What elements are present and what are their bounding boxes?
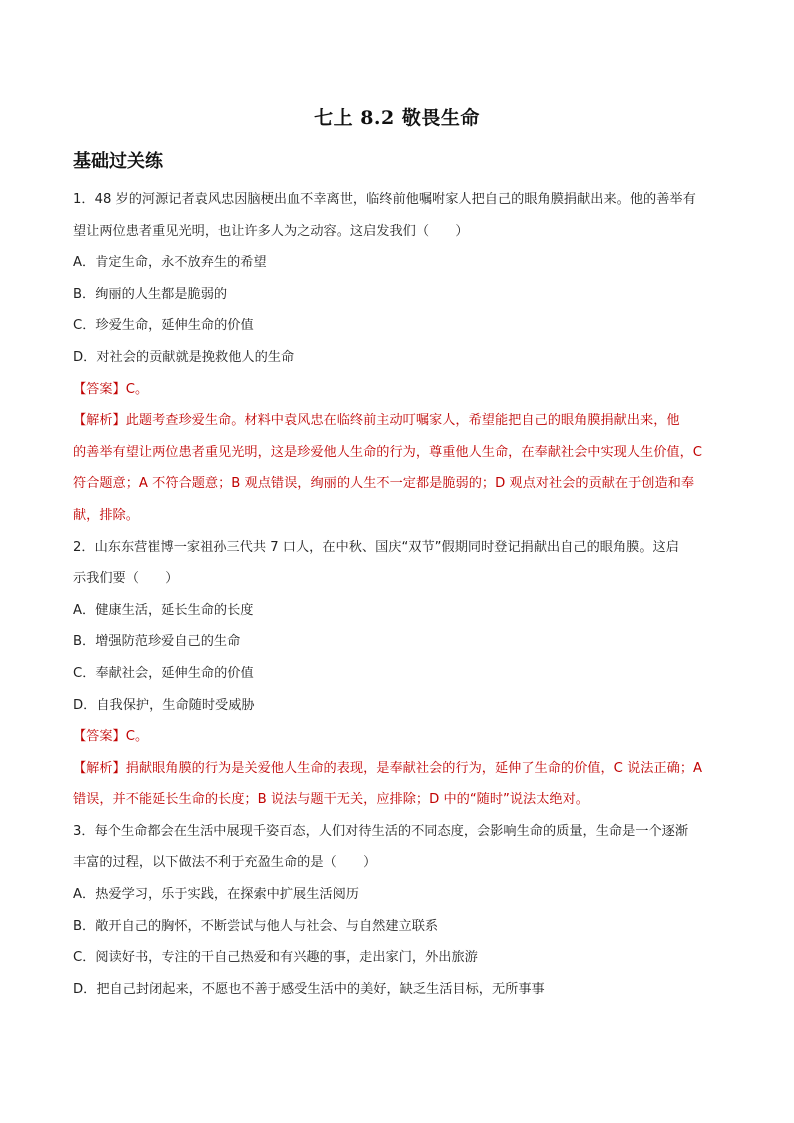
option-a: A．肯定生命，永不放弃生的希望 [73,255,267,271]
analysis-line [73,405,745,437]
question-stem-line: 示我们要（ ） [73,571,179,587]
option-c: C．阅读好书，专注的干自己热爱和有兴趣的事，走出家门，外出旅游 [73,950,478,966]
option-c: C．珍爱生命，延伸生命的价值 [73,318,254,334]
option-d: D．自我保护，生命随时受威胁 [73,697,255,713]
answer-line [73,374,745,406]
option-a: A．热爱学习，乐于实践，在探索中扩展生活阅历 [73,887,359,903]
option-a: A．健康生活，延长生命的长度 [73,602,254,618]
question-3 [73,816,745,1006]
page-title: 七上 8.2 敬畏生命 [314,107,480,129]
option-d: D．把自己封闭起来，不愿也不善于感受生活中的美好，缺乏生活目标，无所事事 [73,981,545,997]
option-b: B．敞开自己的胸怀，不断尝试与他人与社会、与自然建立联系 [73,918,439,934]
question-stem-line: 丰富的过程，以下做法不利于充盈生命的是（ ） [73,855,377,871]
section-heading: 基础过关练 [73,151,163,172]
answer-label: 【答案】 [73,729,126,745]
analysis-text: 献，排除。 [73,507,139,523]
answer-value: C。 [125,729,149,745]
option-d: D．对社会的贡献就是挽救他人的生命 [73,349,295,365]
analysis-text: 的善举有望让两位患者重见光明，这是珍爱他人生命的行为，尊重他人生命，在奉献社会中实现人生价值，C [73,444,703,460]
analysis-text: 此题考查珍爱生命。材料中袁风忠在临终前主动叮嘱家人，希望能把自己的眼角膜捐献出来，他 [125,413,680,429]
answer-label: 【答案】 [73,381,126,397]
answer-value: C。 [125,381,149,397]
question-2 [73,532,745,816]
document-body [73,184,745,1005]
question-stem-line: 1．48 岁的河源记者袁风忠因脑梗出血不幸离世，临终前他嘱咐家人把自己的眼角膜捐献出来。他的善举有 [73,192,696,207]
option-b: B．增强防范珍爱自己的生命 [73,634,241,650]
question-stem-line: 2．山东东营崔博一家祖孙三代共 7 口人，在中秋、国庆“双节”假期同时登记捐献出自己的眼角膜。这启 [73,539,679,555]
option-c: C．奉献社会，延伸生命的价值 [73,665,254,681]
question-stem-line: 3．每个生命都会在生活中展现千姿百态，人们对待生活的不同态度，会影响生命的质量，生命是一个逐渐 [73,823,689,839]
analysis-text: 符合题意；A 不符合题意；B 观点错误，绚丽的人生不一定都是脆弱的；D 观点对社会的贡献在于创造和奉 [73,476,695,492]
analysis-line [73,753,745,785]
option-b: B．绚丽的人生都是脆弱的 [73,286,228,302]
question-1 [73,184,745,532]
analysis-label: 【解析】 [73,760,126,776]
analysis-text: 错误，并不能延长生命的长度；B 说法与题干无关，应排除；D 中的“随时”说法太绝对。 [73,792,589,808]
question-stem-line: 望让两位患者重见光明，也让许多人为之动容。这启发我们（ ） [73,223,469,239]
analysis-text: 捐献眼角膜的行为是关爱他人生命的表现，是奉献社会的行为，延伸了生命的价值，C 说法正确；A [125,760,703,776]
analysis-label: 【解析】 [73,413,126,429]
answer-line [73,721,745,753]
